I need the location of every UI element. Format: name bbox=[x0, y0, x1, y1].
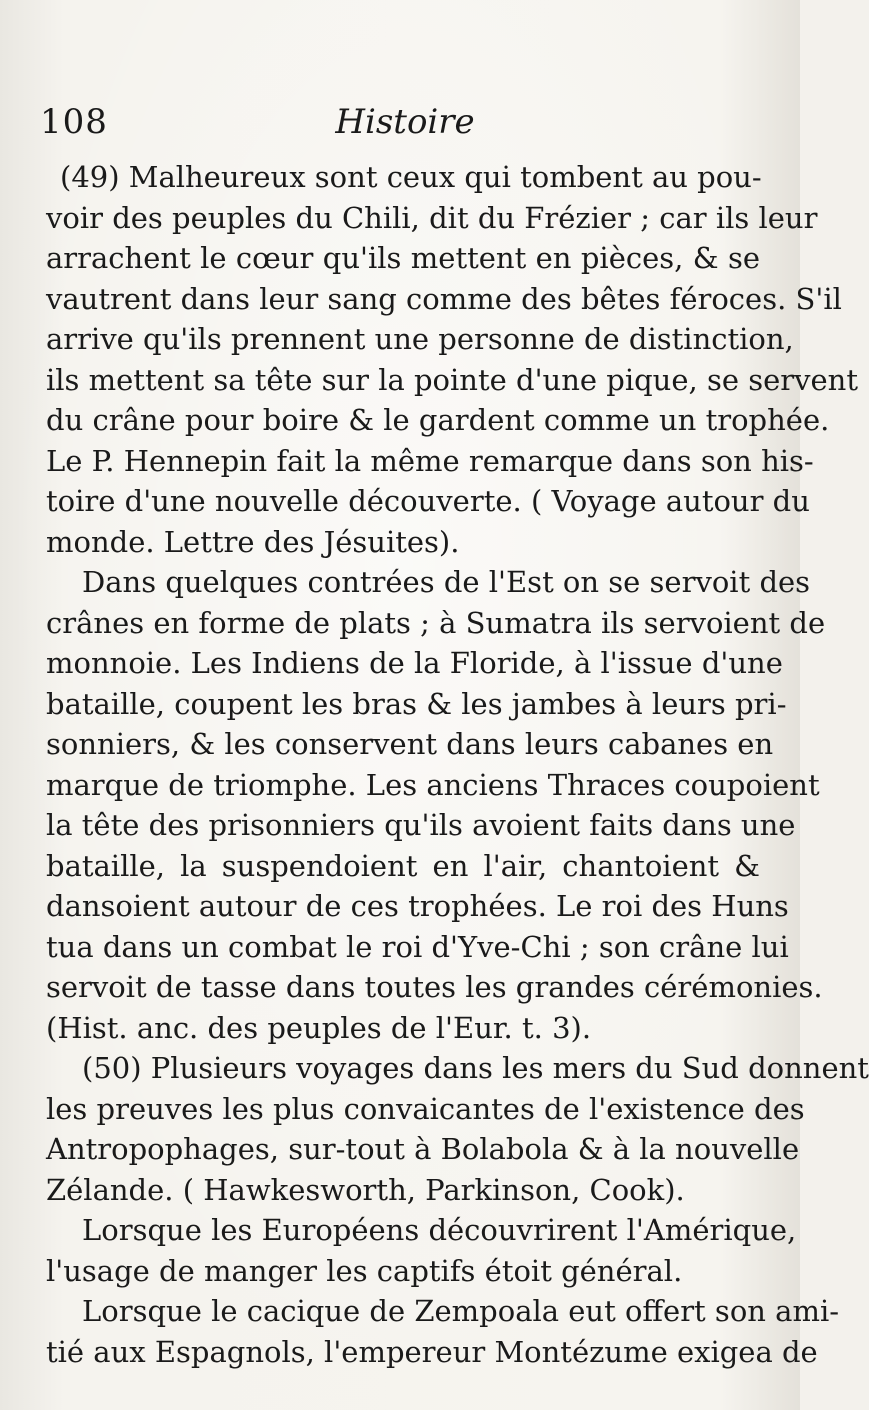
page-header bbox=[40, 102, 770, 152]
text-line: (49) Malheureux sont ceux qui tombent au pou- bbox=[60, 160, 762, 194]
text-line: ils mettent sa tête sur la pointe d'une pique, se servent bbox=[46, 362, 858, 397]
text-line: arrachent le cœur qu'ils mettent en pièces, & se bbox=[46, 241, 760, 275]
text-line: marque de triomphe. Les anciens Thraces coupoient bbox=[46, 767, 820, 802]
text-line: Lorsque les Européens découvrirent l'Amérique, bbox=[82, 1213, 797, 1247]
text-line: crânes en forme de plats ; à Sumatra ils servoient de bbox=[46, 605, 826, 640]
text-line: voir des peuples du Chili, dit du Frézier ; car ils leur bbox=[46, 200, 818, 235]
text-line: (Hist. anc. des peuples de l'Eur. t. 3). bbox=[46, 1010, 592, 1045]
page-number: 108 bbox=[40, 102, 108, 142]
running-head: Histoire bbox=[335, 102, 475, 142]
text-line: Zélande. ( Hawkesworth, Parkinson, Cook). bbox=[46, 1172, 685, 1207]
text-line: du crâne pour boire & le gardent comme un trophée. bbox=[46, 403, 830, 437]
text-line: monde. Lettre des Jésuites). bbox=[46, 524, 460, 559]
text-line: bataille, la suspendoient en l'air, chantoient & bbox=[46, 848, 760, 883]
text-line: (50) Plusieurs voyages dans les mers du Sud donnent bbox=[82, 1051, 869, 1085]
text-line: arrive qu'ils prennent une personne de distinction, bbox=[46, 322, 794, 356]
text-line: les preuves les plus convaicantes de l'existence des bbox=[46, 1091, 805, 1126]
text-line: Dans quelques contrées de l'Est on se servoit des bbox=[82, 565, 811, 599]
text-line: bataille, coupent les bras & les jambes à leurs pri- bbox=[46, 686, 787, 721]
text-line: dansoient autour de ces trophées. Le roi des Huns bbox=[46, 889, 789, 923]
text-line: vautrent dans leur sang comme des bêtes féroces. S'il bbox=[46, 281, 842, 316]
text-line: tié aux Espagnols, l'empereur Montézume exigea de bbox=[46, 1334, 818, 1369]
text-line: la tête des prisonniers qu'ils avoient faits dans une bbox=[46, 808, 796, 842]
text-line: tua dans un combat le roi d'Yve-Chi ; son crâne lui bbox=[46, 929, 789, 964]
text-line: servoit de tasse dans toutes les grandes cérémonies. bbox=[46, 970, 823, 1004]
text-line: Le P. Hennepin fait la même remarque dans son his- bbox=[46, 443, 814, 478]
text-line: Lorsque le cacique de Zempoala eut offert son ami- bbox=[82, 1294, 840, 1328]
text-line: l'usage de manger les captifs étoit général. bbox=[46, 1253, 683, 1288]
text-line: monnoie. Les Indiens de la Floride, à l'issue d'une bbox=[46, 646, 783, 680]
text-line: toire d'une nouvelle découverte. ( Voyage autour du bbox=[46, 484, 810, 518]
body-text bbox=[46, 157, 869, 1372]
text-line: Antropophages, sur-tout à Bolabola & à la nouvelle bbox=[46, 1132, 800, 1166]
text-line: sonniers, & les conservent dans leurs cabanes en bbox=[46, 727, 774, 761]
